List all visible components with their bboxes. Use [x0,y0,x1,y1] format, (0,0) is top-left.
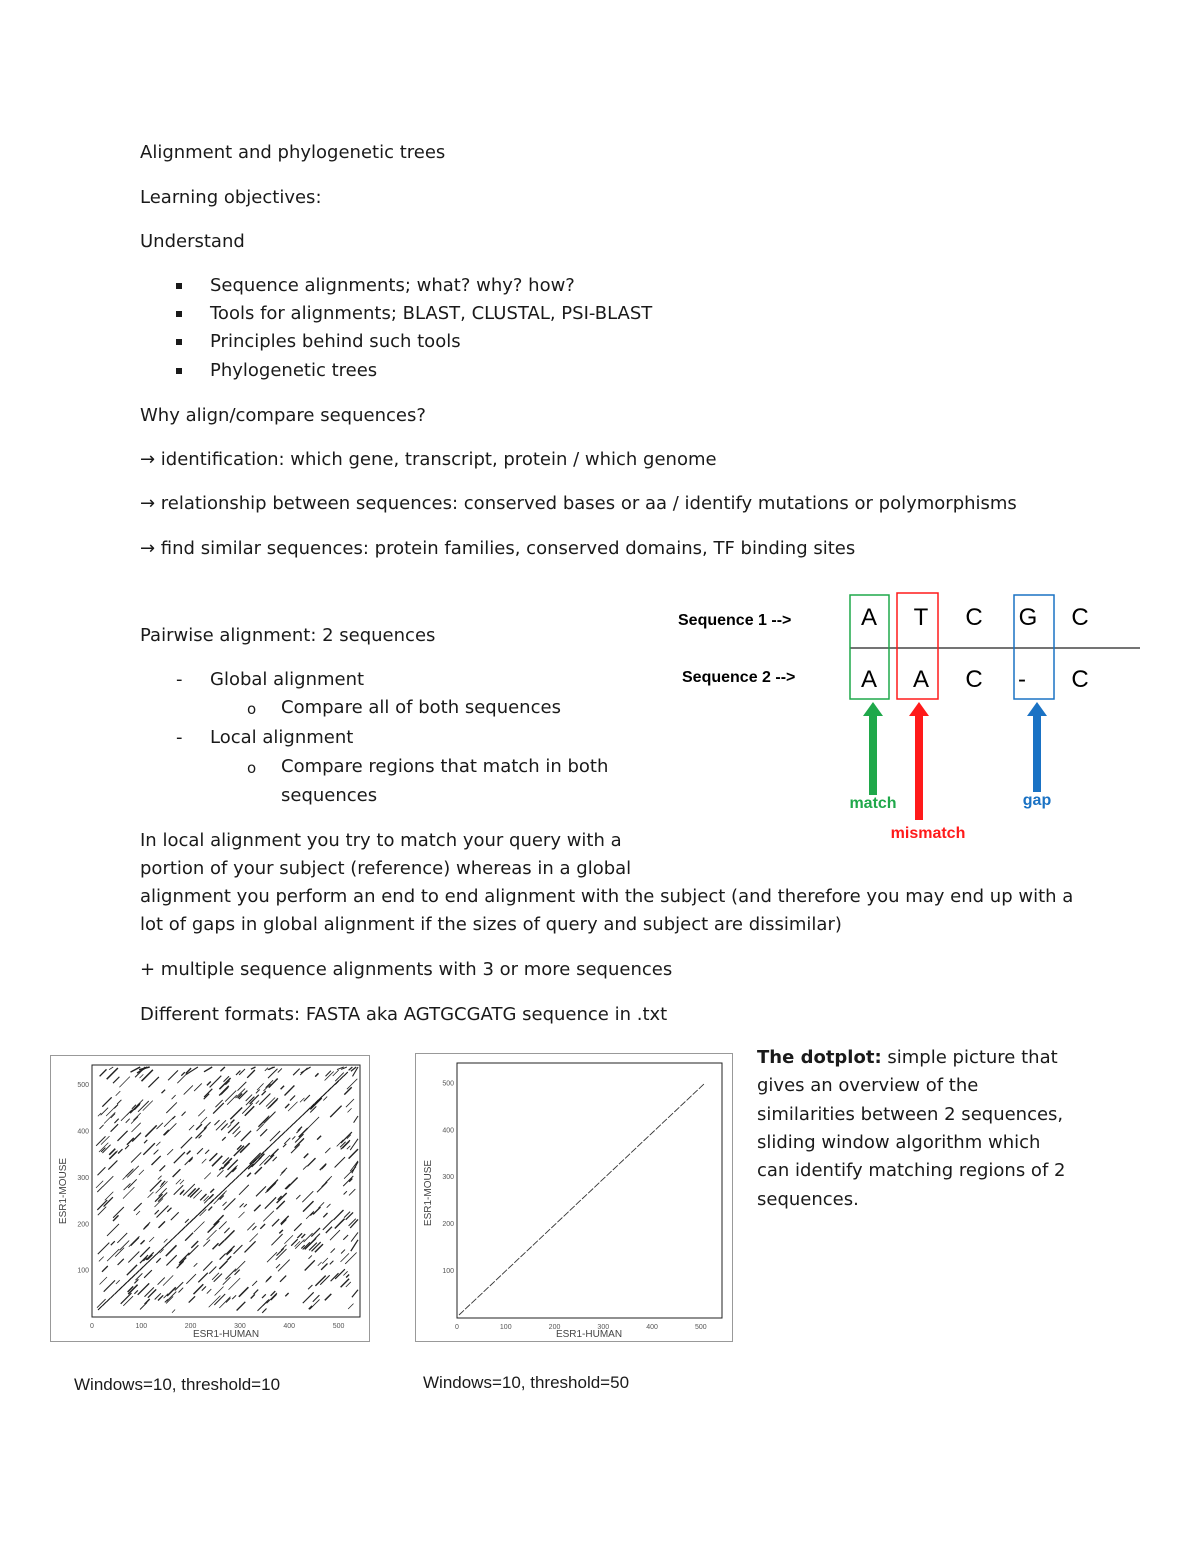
y-tick-label: 200 [442,1221,454,1229]
x-tick-label: 200 [184,1323,197,1330]
y-axis-label: ESR1-MOUSE [58,1157,69,1225]
list-item: Phylogenetic trees [210,360,378,381]
seq1-base: G [1018,604,1038,631]
seq2-base: - [1018,666,1026,693]
seq2-label: Sequence 2 --> [682,669,796,686]
dotplot-threshold-50 [415,1053,733,1342]
paragraph-line: alignment you perform an end to end alignment with the subject (and therefore you may end up with a [140,886,1074,907]
seq2-base: A [912,666,930,693]
seq1-base: A [860,604,878,631]
y-tick-label: 500 [442,1080,454,1088]
why-point: → find similar sequences: protein families, conserved domains, TF binding sites [140,538,856,559]
bullet-square-icon [176,283,182,289]
list-item: Principles behind such tools [210,331,461,352]
x-tick-label: 0 [90,1323,94,1330]
seq1-base: C [965,604,983,631]
seq1-base: C [1071,604,1089,631]
y-tick-label: 300 [77,1174,89,1182]
o-marker: o [247,759,257,777]
local-alignment-sub: Compare regions that match in both [281,756,609,777]
local-alignment-sub-cont: sequences [281,785,378,806]
dash-marker: - [176,727,183,748]
y-tick-label: 200 [77,1221,89,1229]
pairwise-heading: Pairwise alignment: 2 sequences [140,625,436,646]
dash-marker: - [176,669,183,690]
local-alignment-label: Local alignment [210,727,354,748]
objectives-label: Learning objectives: [140,187,322,208]
match-label: match [849,795,897,812]
mismatch-arrow [909,702,929,820]
alignment-figure [670,585,1150,845]
understand-label: Understand [140,231,245,252]
dotplot-desc-line: simple picture that [881,1047,1058,1068]
match-arrow [863,702,883,795]
bullet-square-icon [176,368,182,374]
dotplot-description [757,1047,1058,1069]
gap-label: gap [1022,792,1052,809]
seq2-base: C [1071,666,1089,693]
formats-line: Different formats: FASTA aka AGTGCGATG sequence in .txt [140,1004,668,1025]
y-tick-label: 100 [77,1267,89,1275]
bullet-square-icon [176,311,182,317]
dotplot-desc-line: gives an overview of the [757,1075,979,1096]
paragraph-line: lot of gaps in global alignment if the sizes of query and subject are dissimilar) [140,914,842,935]
paragraph-line: portion of your subject (reference) whereas in a global [140,858,632,879]
dotplot-desc-line: sequences. [757,1189,859,1210]
x-tick-label: 300 [597,1324,610,1331]
dotplot-desc-line: similarities between 2 sequences, [757,1104,1064,1125]
seq1-base: T [913,604,929,631]
list-item: Sequence alignments; what? why? how? [210,275,575,296]
seq2-base: A [860,666,878,693]
x-tick-label: 0 [455,1324,459,1331]
global-alignment-sub: Compare all of both sequences [281,697,561,718]
document-title: Alignment and phylogenetic trees [140,142,446,163]
y-tick-label: 400 [442,1127,454,1135]
why-point: → relationship between sequences: conserved bases or aa / identify mutations or polymorphisms [140,493,1017,514]
x-tick-label: 200 [548,1324,561,1331]
dotplot-term: The dotplot: [757,1047,882,1068]
list-item: Tools for alignments; BLAST, CLUSTAL, PSI-BLAST [210,303,653,324]
x-tick-label: 100 [135,1323,148,1330]
seq2-base: C [965,666,983,693]
x-axis-label: ESR1-HUMAN [555,1329,623,1340]
mismatch-label: mismatch [890,825,966,842]
global-alignment-label: Global alignment [210,669,365,690]
bullet-square-icon [176,339,182,345]
o-marker: o [247,700,257,718]
dotplot-desc-line: sliding window algorithm which [757,1132,1041,1153]
paragraph-line: In local alignment you try to match your query with a [140,830,622,851]
dotplot-caption: Windows=10, threshold=10 [74,1375,281,1394]
x-tick-label: 500 [694,1324,707,1331]
x-tick-label: 400 [646,1324,658,1331]
msa-line: + multiple sequence alignments with 3 or more sequences [140,959,673,980]
y-tick-label: 100 [442,1268,454,1276]
why-point: → identification: which gene, transcript, protein / which genome [140,449,717,470]
seq1-label: Sequence 1 --> [678,612,792,629]
y-tick-label: 400 [77,1128,89,1136]
x-tick-label: 300 [234,1323,246,1330]
y-tick-label: 300 [442,1174,454,1182]
x-tick-label: 400 [283,1323,296,1330]
dotplot-threshold-10 [50,1055,370,1342]
y-tick-label: 500 [77,1082,89,1090]
y-axis-label: ESR1-MOUSE [423,1159,434,1227]
x-axis-label: ESR1-HUMAN [192,1329,260,1340]
x-tick-label: 100 [499,1324,512,1331]
why-heading: Why align/compare sequences? [140,405,426,426]
dotplot-desc-line: can identify matching regions of 2 [757,1160,1066,1181]
x-tick-label: 500 [332,1323,345,1330]
dotplot-caption: Windows=10, threshold=50 [423,1373,630,1392]
gap-arrow [1027,702,1047,792]
